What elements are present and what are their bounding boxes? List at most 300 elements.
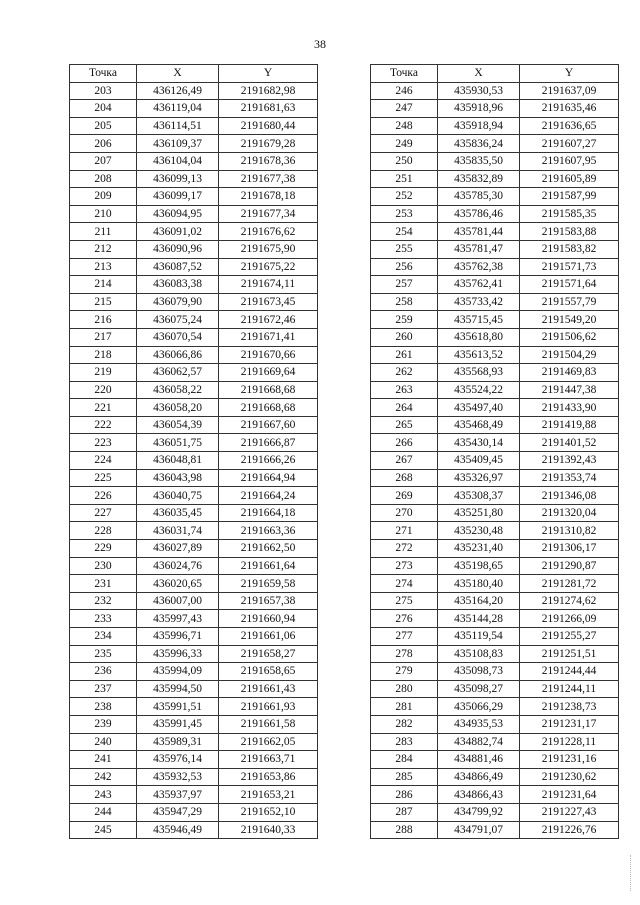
cell-y: 2191675,90 bbox=[219, 240, 318, 258]
cell-point: 203 bbox=[70, 82, 137, 100]
cell-y: 2191637,09 bbox=[520, 82, 619, 100]
table-row bbox=[371, 188, 619, 206]
table-row bbox=[70, 715, 318, 733]
cell-y: 2191661,06 bbox=[219, 628, 318, 646]
cell-point: 243 bbox=[70, 786, 137, 804]
cell-point: 220 bbox=[70, 381, 137, 399]
cell-x: 436062,57 bbox=[137, 364, 219, 382]
cell-point: 258 bbox=[371, 293, 438, 311]
cell-y: 2191346,08 bbox=[520, 487, 619, 505]
cell-y: 2191664,24 bbox=[219, 487, 318, 505]
cell-x: 435832,89 bbox=[438, 170, 520, 188]
table-row bbox=[70, 152, 318, 170]
table-row bbox=[70, 117, 318, 135]
table-row bbox=[371, 733, 619, 751]
table-row bbox=[70, 469, 318, 487]
cell-y: 2191663,36 bbox=[219, 522, 318, 540]
cell-x: 436035,45 bbox=[137, 504, 219, 522]
cell-x: 436054,39 bbox=[137, 416, 219, 434]
cell-x: 435762,38 bbox=[438, 258, 520, 276]
column-header-y: Y bbox=[520, 65, 619, 83]
cell-y: 2191676,62 bbox=[219, 223, 318, 241]
cell-point: 216 bbox=[70, 311, 137, 329]
cell-point: 269 bbox=[371, 487, 438, 505]
cell-x: 436104,04 bbox=[137, 152, 219, 170]
cell-y: 2191244,44 bbox=[520, 663, 619, 681]
table-row bbox=[70, 821, 318, 839]
table-row bbox=[371, 276, 619, 294]
cell-point: 240 bbox=[70, 733, 137, 751]
cell-y: 2191678,18 bbox=[219, 188, 318, 206]
table-row bbox=[371, 152, 619, 170]
cell-point: 207 bbox=[70, 152, 137, 170]
cell-point: 209 bbox=[70, 188, 137, 206]
table-row bbox=[371, 715, 619, 733]
cell-point: 253 bbox=[371, 205, 438, 223]
cell-point: 286 bbox=[371, 786, 438, 804]
table-row bbox=[70, 628, 318, 646]
cell-x: 436058,20 bbox=[137, 399, 219, 417]
cell-y: 2191666,26 bbox=[219, 452, 318, 470]
table-row bbox=[70, 645, 318, 663]
cell-point: 226 bbox=[70, 487, 137, 505]
cell-y: 2191652,10 bbox=[219, 803, 318, 821]
cell-y: 2191310,82 bbox=[520, 522, 619, 540]
cell-point: 235 bbox=[70, 645, 137, 663]
cell-y: 2191659,58 bbox=[219, 575, 318, 593]
cell-y: 2191231,64 bbox=[520, 786, 619, 804]
cell-x: 435108,83 bbox=[438, 645, 520, 663]
cell-x: 435946,49 bbox=[137, 821, 219, 839]
cell-y: 2191281,72 bbox=[520, 575, 619, 593]
cell-point: 236 bbox=[70, 663, 137, 681]
cell-point: 246 bbox=[371, 82, 438, 100]
cell-x: 435930,53 bbox=[438, 82, 520, 100]
cell-point: 264 bbox=[371, 399, 438, 417]
cell-y: 2191469,83 bbox=[520, 364, 619, 382]
cell-y: 2191447,38 bbox=[520, 381, 619, 399]
table-row bbox=[70, 452, 318, 470]
table-row bbox=[70, 399, 318, 417]
table-row bbox=[371, 416, 619, 434]
table-row bbox=[371, 258, 619, 276]
cell-point: 245 bbox=[70, 821, 137, 839]
table-row bbox=[70, 663, 318, 681]
table-row bbox=[371, 698, 619, 716]
cell-x: 435409,45 bbox=[438, 452, 520, 470]
cell-point: 268 bbox=[371, 469, 438, 487]
cell-x: 434882,74 bbox=[438, 733, 520, 751]
cell-x: 435144,28 bbox=[438, 610, 520, 628]
cell-x: 436031,74 bbox=[137, 522, 219, 540]
cell-x: 434799,92 bbox=[438, 803, 520, 821]
cell-x: 435308,37 bbox=[438, 487, 520, 505]
table-row bbox=[70, 293, 318, 311]
cell-point: 214 bbox=[70, 276, 137, 294]
cell-x: 436075,24 bbox=[137, 311, 219, 329]
cell-point: 223 bbox=[70, 434, 137, 452]
cell-y: 2191587,99 bbox=[520, 188, 619, 206]
cell-y: 2191668,68 bbox=[219, 399, 318, 417]
cell-y: 2191557,79 bbox=[520, 293, 619, 311]
cell-x: 435997,43 bbox=[137, 610, 219, 628]
cell-y: 2191662,50 bbox=[219, 540, 318, 558]
cell-x: 435786,46 bbox=[438, 205, 520, 223]
table-row bbox=[371, 100, 619, 118]
cell-y: 2191671,41 bbox=[219, 328, 318, 346]
cell-point: 232 bbox=[70, 592, 137, 610]
table-row bbox=[70, 504, 318, 522]
coordinates-table-right bbox=[370, 64, 619, 839]
table-row bbox=[371, 364, 619, 382]
table-row bbox=[371, 680, 619, 698]
column-header-point: Точка bbox=[371, 65, 438, 83]
table-row bbox=[70, 188, 318, 206]
table-row bbox=[70, 434, 318, 452]
cell-point: 276 bbox=[371, 610, 438, 628]
cell-y: 2191672,46 bbox=[219, 311, 318, 329]
table-row bbox=[70, 82, 318, 100]
cell-x: 436058,22 bbox=[137, 381, 219, 399]
cell-x: 435198,65 bbox=[438, 557, 520, 575]
cell-x: 436109,37 bbox=[137, 135, 219, 153]
table-row bbox=[371, 803, 619, 821]
cell-point: 211 bbox=[70, 223, 137, 241]
cell-x: 434881,46 bbox=[438, 751, 520, 769]
cell-point: 238 bbox=[70, 698, 137, 716]
cell-point: 281 bbox=[371, 698, 438, 716]
cell-point: 260 bbox=[371, 328, 438, 346]
table-row bbox=[371, 768, 619, 786]
table-row bbox=[70, 557, 318, 575]
cell-point: 250 bbox=[371, 152, 438, 170]
table-row bbox=[70, 698, 318, 716]
cell-y: 2191669,64 bbox=[219, 364, 318, 382]
table-row bbox=[371, 223, 619, 241]
cell-x: 435781,47 bbox=[438, 240, 520, 258]
cell-x: 435976,14 bbox=[137, 751, 219, 769]
table-row bbox=[70, 416, 318, 434]
cell-x: 435326,97 bbox=[438, 469, 520, 487]
cell-y: 2191226,76 bbox=[520, 821, 619, 839]
cell-x: 436090,96 bbox=[137, 240, 219, 258]
cell-point: 229 bbox=[70, 540, 137, 558]
table-row bbox=[70, 803, 318, 821]
table-row bbox=[371, 311, 619, 329]
cell-x: 436040,75 bbox=[137, 487, 219, 505]
table-row bbox=[371, 328, 619, 346]
table-header-row bbox=[371, 65, 619, 83]
cell-y: 2191251,51 bbox=[520, 645, 619, 663]
table-row bbox=[70, 540, 318, 558]
cell-y: 2191231,16 bbox=[520, 751, 619, 769]
table-body-right bbox=[371, 82, 619, 839]
cell-point: 278 bbox=[371, 645, 438, 663]
cell-y: 2191549,20 bbox=[520, 311, 619, 329]
cell-y: 2191433,90 bbox=[520, 399, 619, 417]
cell-x: 436099,17 bbox=[137, 188, 219, 206]
cell-y: 2191266,09 bbox=[520, 610, 619, 628]
cell-point: 212 bbox=[70, 240, 137, 258]
cell-y: 2191583,82 bbox=[520, 240, 619, 258]
table-row bbox=[70, 205, 318, 223]
cell-point: 205 bbox=[70, 117, 137, 135]
cell-x: 435991,45 bbox=[137, 715, 219, 733]
cell-y: 2191660,94 bbox=[219, 610, 318, 628]
table-row bbox=[70, 381, 318, 399]
cell-x: 436087,52 bbox=[137, 258, 219, 276]
table-row bbox=[371, 751, 619, 769]
table-row bbox=[371, 786, 619, 804]
cell-x: 435918,96 bbox=[438, 100, 520, 118]
cell-x: 434935,53 bbox=[438, 715, 520, 733]
cell-y: 2191392,43 bbox=[520, 452, 619, 470]
cell-point: 247 bbox=[371, 100, 438, 118]
cell-x: 435996,71 bbox=[137, 628, 219, 646]
cell-x: 435251,80 bbox=[438, 504, 520, 522]
cell-x: 435430,14 bbox=[438, 434, 520, 452]
table-row bbox=[371, 504, 619, 522]
cell-y: 2191681,63 bbox=[219, 100, 318, 118]
cell-point: 267 bbox=[371, 452, 438, 470]
cell-y: 2191607,27 bbox=[520, 135, 619, 153]
cell-point: 244 bbox=[70, 803, 137, 821]
cell-point: 231 bbox=[70, 575, 137, 593]
table-row bbox=[70, 786, 318, 804]
cell-point: 225 bbox=[70, 469, 137, 487]
cell-point: 285 bbox=[371, 768, 438, 786]
cell-x: 435497,40 bbox=[438, 399, 520, 417]
cell-x: 435098,27 bbox=[438, 680, 520, 698]
cell-point: 219 bbox=[70, 364, 137, 382]
cell-point: 251 bbox=[371, 170, 438, 188]
table-row bbox=[371, 170, 619, 188]
cell-x: 435947,29 bbox=[137, 803, 219, 821]
cell-y: 2191244,11 bbox=[520, 680, 619, 698]
table-row bbox=[70, 240, 318, 258]
cell-x: 435835,50 bbox=[438, 152, 520, 170]
cell-y: 2191231,17 bbox=[520, 715, 619, 733]
cell-point: 259 bbox=[371, 311, 438, 329]
table-row bbox=[70, 276, 318, 294]
cell-x: 435762,41 bbox=[438, 276, 520, 294]
table-row bbox=[371, 522, 619, 540]
cell-x: 435937,97 bbox=[137, 786, 219, 804]
table-row bbox=[70, 311, 318, 329]
table-row bbox=[70, 768, 318, 786]
cell-point: 252 bbox=[371, 188, 438, 206]
table-row bbox=[371, 82, 619, 100]
cell-point: 255 bbox=[371, 240, 438, 258]
cell-y: 2191661,64 bbox=[219, 557, 318, 575]
cell-x: 435164,20 bbox=[438, 592, 520, 610]
table-row bbox=[371, 487, 619, 505]
table-row bbox=[70, 346, 318, 364]
cell-x: 434866,49 bbox=[438, 768, 520, 786]
table-row bbox=[371, 575, 619, 593]
cell-x: 435230,48 bbox=[438, 522, 520, 540]
cell-x: 436024,76 bbox=[137, 557, 219, 575]
cell-point: 283 bbox=[371, 733, 438, 751]
cell-x: 435994,09 bbox=[137, 663, 219, 681]
cell-x: 435468,49 bbox=[438, 416, 520, 434]
cell-y: 2191506,62 bbox=[520, 328, 619, 346]
cell-y: 2191320,04 bbox=[520, 504, 619, 522]
table-row bbox=[371, 117, 619, 135]
cell-y: 2191640,33 bbox=[219, 821, 318, 839]
cell-x: 435781,44 bbox=[438, 223, 520, 241]
cell-x: 435231,40 bbox=[438, 540, 520, 558]
table-body-left bbox=[70, 82, 318, 839]
table-row bbox=[371, 610, 619, 628]
table-row bbox=[70, 733, 318, 751]
cell-x: 436051,75 bbox=[137, 434, 219, 452]
cell-x: 434866,43 bbox=[438, 786, 520, 804]
cell-y: 2191664,18 bbox=[219, 504, 318, 522]
cell-point: 272 bbox=[371, 540, 438, 558]
cell-x: 436066,86 bbox=[137, 346, 219, 364]
table-row bbox=[371, 540, 619, 558]
cell-y: 2191274,62 bbox=[520, 592, 619, 610]
cell-point: 249 bbox=[371, 135, 438, 153]
table-row bbox=[70, 575, 318, 593]
cell-y: 2191668,68 bbox=[219, 381, 318, 399]
cell-y: 2191666,87 bbox=[219, 434, 318, 452]
cell-point: 208 bbox=[70, 170, 137, 188]
cell-x: 436070,54 bbox=[137, 328, 219, 346]
cell-point: 274 bbox=[371, 575, 438, 593]
cell-y: 2191677,34 bbox=[219, 205, 318, 223]
cell-x: 435733,42 bbox=[438, 293, 520, 311]
cell-y: 2191657,38 bbox=[219, 592, 318, 610]
cell-point: 224 bbox=[70, 452, 137, 470]
cell-y: 2191664,94 bbox=[219, 469, 318, 487]
cell-y: 2191663,71 bbox=[219, 751, 318, 769]
cell-y: 2191682,98 bbox=[219, 82, 318, 100]
cell-point: 217 bbox=[70, 328, 137, 346]
table-row bbox=[371, 293, 619, 311]
scan-edge-mark bbox=[630, 855, 634, 891]
cell-y: 2191504,29 bbox=[520, 346, 619, 364]
cell-x: 435785,30 bbox=[438, 188, 520, 206]
table-row bbox=[371, 469, 619, 487]
table-row bbox=[70, 522, 318, 540]
cell-point: 204 bbox=[70, 100, 137, 118]
cell-x: 435932,53 bbox=[137, 768, 219, 786]
table-row bbox=[70, 328, 318, 346]
cell-x: 435918,94 bbox=[438, 117, 520, 135]
cell-y: 2191653,86 bbox=[219, 768, 318, 786]
table-row bbox=[371, 240, 619, 258]
cell-point: 270 bbox=[371, 504, 438, 522]
cell-y: 2191227,43 bbox=[520, 803, 619, 821]
cell-x: 436114,51 bbox=[137, 117, 219, 135]
cell-point: 233 bbox=[70, 610, 137, 628]
cell-point: 248 bbox=[371, 117, 438, 135]
cell-y: 2191674,11 bbox=[219, 276, 318, 294]
cell-point: 288 bbox=[371, 821, 438, 839]
cell-x: 435613,52 bbox=[438, 346, 520, 364]
cell-y: 2191677,38 bbox=[219, 170, 318, 188]
column-header-point: Точка bbox=[70, 65, 137, 83]
cell-y: 2191673,45 bbox=[219, 293, 318, 311]
cell-y: 2191661,58 bbox=[219, 715, 318, 733]
cell-x: 436119,04 bbox=[137, 100, 219, 118]
cell-point: 280 bbox=[371, 680, 438, 698]
table-row bbox=[371, 821, 619, 839]
cell-point: 273 bbox=[371, 557, 438, 575]
page-number: 38 bbox=[314, 37, 326, 51]
cell-x: 435994,50 bbox=[137, 680, 219, 698]
cell-y: 2191238,73 bbox=[520, 698, 619, 716]
cell-point: 263 bbox=[371, 381, 438, 399]
cell-y: 2191290,87 bbox=[520, 557, 619, 575]
cell-y: 2191401,52 bbox=[520, 434, 619, 452]
cell-point: 277 bbox=[371, 628, 438, 646]
cell-point: 275 bbox=[371, 592, 438, 610]
table-row bbox=[371, 452, 619, 470]
cell-point: 265 bbox=[371, 416, 438, 434]
table-row bbox=[70, 610, 318, 628]
cell-x: 436043,98 bbox=[137, 469, 219, 487]
cell-y: 2191661,43 bbox=[219, 680, 318, 698]
cell-x: 436079,90 bbox=[137, 293, 219, 311]
table-row bbox=[371, 663, 619, 681]
cell-y: 2191230,62 bbox=[520, 768, 619, 786]
cell-x: 435618,80 bbox=[438, 328, 520, 346]
table-row bbox=[70, 364, 318, 382]
cell-point: 242 bbox=[70, 768, 137, 786]
cell-point: 287 bbox=[371, 803, 438, 821]
cell-x: 435180,40 bbox=[438, 575, 520, 593]
table-row bbox=[70, 487, 318, 505]
cell-y: 2191583,88 bbox=[520, 223, 619, 241]
cell-x: 436126,49 bbox=[137, 82, 219, 100]
table-row bbox=[70, 223, 318, 241]
cell-x: 435715,45 bbox=[438, 311, 520, 329]
cell-x: 436007,00 bbox=[137, 592, 219, 610]
cell-x: 435568,93 bbox=[438, 364, 520, 382]
cell-point: 266 bbox=[371, 434, 438, 452]
table-row bbox=[371, 592, 619, 610]
cell-x: 436091,02 bbox=[137, 223, 219, 241]
cell-y: 2191667,60 bbox=[219, 416, 318, 434]
cell-x: 436083,38 bbox=[137, 276, 219, 294]
cell-point: 215 bbox=[70, 293, 137, 311]
cell-y: 2191636,65 bbox=[520, 117, 619, 135]
cell-point: 237 bbox=[70, 680, 137, 698]
table-row bbox=[371, 381, 619, 399]
cell-point: 222 bbox=[70, 416, 137, 434]
cell-y: 2191605,89 bbox=[520, 170, 619, 188]
cell-point: 234 bbox=[70, 628, 137, 646]
cell-x: 436048,81 bbox=[137, 452, 219, 470]
cell-point: 206 bbox=[70, 135, 137, 153]
cell-y: 2191662,05 bbox=[219, 733, 318, 751]
table-header-row bbox=[70, 65, 318, 83]
cell-y: 2191306,17 bbox=[520, 540, 619, 558]
cell-x: 435991,51 bbox=[137, 698, 219, 716]
table-row bbox=[70, 135, 318, 153]
table-row bbox=[371, 135, 619, 153]
cell-y: 2191353,74 bbox=[520, 469, 619, 487]
cell-x: 435119,54 bbox=[438, 628, 520, 646]
table-row bbox=[371, 434, 619, 452]
table-row bbox=[70, 258, 318, 276]
cell-point: 256 bbox=[371, 258, 438, 276]
cell-point: 262 bbox=[371, 364, 438, 382]
table-row bbox=[371, 628, 619, 646]
